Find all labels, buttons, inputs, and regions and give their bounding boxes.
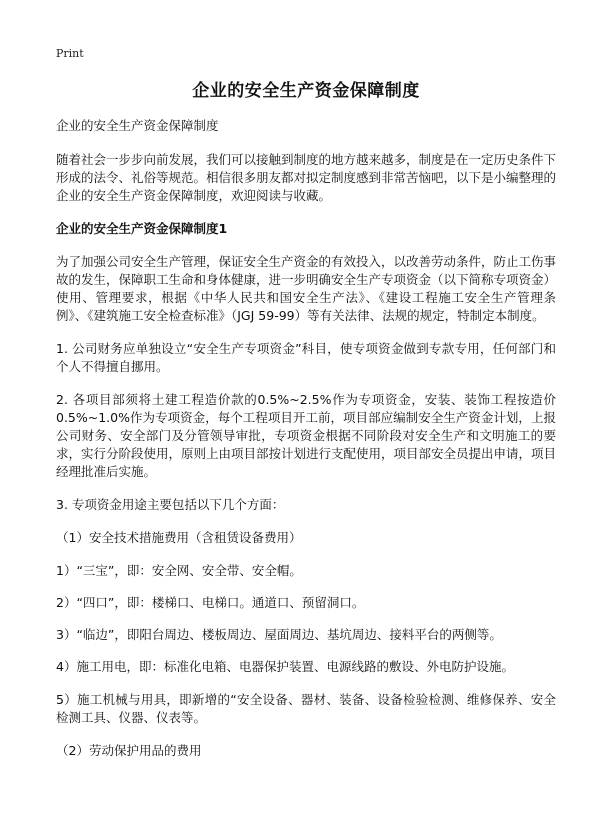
paragraph-three-treasures: 1）“三宝”，即：安全网、安全带、安全帽。 [56,563,302,578]
paragraph-purpose: 为了加强公司安全生产管理，保证安全生产资金的有效投入，以改善劳动条件，防止工伤事故的发生，保障职工生命和身体健康，进一步明确安全生产专项资金（以下简称专项资金）使用、管理要求，根据《中华人民共和国安全生产法》、《建设工程施工安全生产管理条例》、《建筑施工安全检查标准》（JGJ 59-99）等有关法律、法规的规定，特制定本制度。 [56,254,557,323]
document-subtitle: 企业的安全生产资金保障制度 [56,118,219,133]
paragraph-machinery: 5）施工机械与用具，即新增的“安全设备、器材、装备、设备检验检测、维修保养、安全检测工具、仪器、仪表等。 [56,692,556,725]
paragraph-item-2: 2. 各项目部须将土建工程造价款的0.5%~2.5%作为专项资金，安装、装饰工程按造价0.5%~1.0%作为专项资金，每个工程项目开工前，项目部应编制安全生产资金计划，上报公司财务、安全部门及分管领导审批，专项资金根据不同阶段对安全生产和文明施工的要求，实行分阶段使用，原则上由项目部按计划进行支配使用，项目部安全员提出申请，项目经理批准后实施。 [56,392,557,479]
paragraph-electricity: 4）施工用电，即：标准化电箱、电器保护装置、电源线路的敷设、外电防护设施。 [56,659,514,674]
document-title: 企业的安全生产资金保障制度 [192,81,420,101]
paragraph-subitem-2: （2）劳动保护用品的费用 [56,743,202,758]
document-body [56,76,556,775]
paragraph-edges: 3）“临边”，即阳台周边、楼板周边、屋面周边、基坑周边、接料平台的两侧等。 [56,627,502,642]
intro-paragraph: 随着社会一步步向前发展，我们可以接触到制度的地方越来越多，制度是在一定历史条件下形成的法令、礼俗等规范。相信很多朋友都对拟定制度感到非常苦恼吧，以下是小编整理的企业的安全生产资金保障制度，欢迎阅读与收藏。 [56,152,557,203]
paragraph-four-openings: 2）“四口”，即：楼梯口、电梯口。通道口、预留洞口。 [56,595,365,610]
print-link[interactable]: Print [56,47,84,60]
paragraph-subitem-1: （1）安全技术措施费用（含租赁设备费用） [56,530,302,545]
paragraph-item-1: 1. 公司财务应单独设立“安全生产专项资金”科目，使专项资金做到专款专用，任何部门和个人不得擅自挪用。 [56,341,556,374]
paragraph-item-3: 3. 专项资金用途主要包括以下几个方面： [56,497,285,512]
section-heading: 企业的安全生产资金保障制度1 [56,221,228,236]
